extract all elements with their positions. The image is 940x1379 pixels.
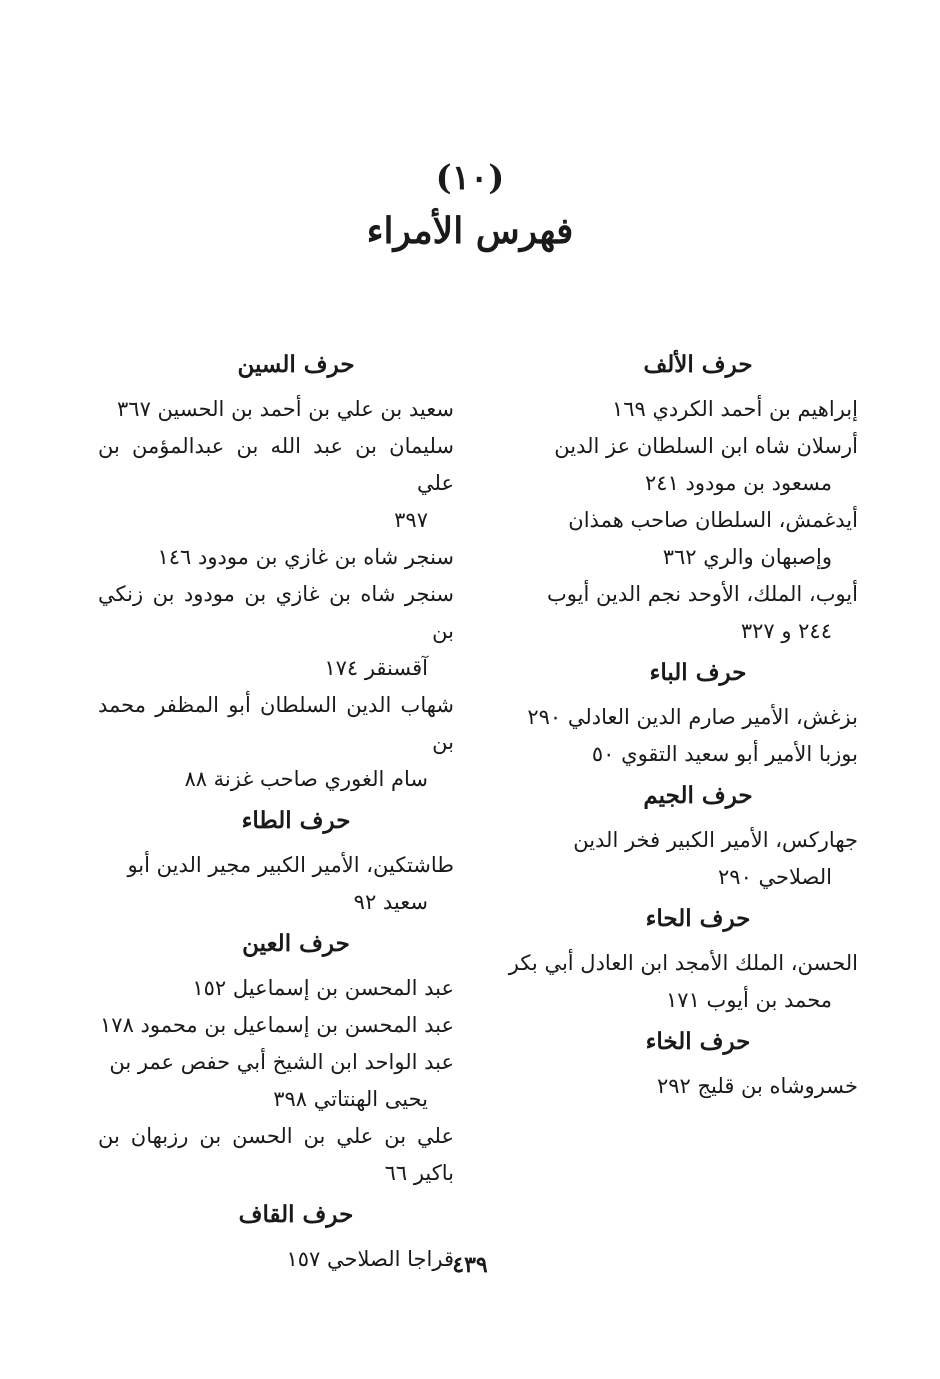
- index-entry: قراجا الصلاحي ١٥٧: [286, 1247, 454, 1271]
- index-entry: الحسن، الملك الأمجد ابن العادل أبي بكر: [508, 951, 858, 975]
- index-entry: جهاركس، الأمير الكبير فخر الدين: [573, 828, 858, 852]
- index-entry-continuation: مسعود بن مودود ٢٤١: [645, 471, 832, 495]
- index-entry-continuation: سعيد ٩٢: [353, 890, 428, 914]
- index-entry: أيوب، الملك، الأوحد نجم الدين أيوب: [547, 582, 858, 606]
- index-entry: بوزبا الأمير أبو سعيد التقوي ٥٠: [591, 742, 858, 766]
- index-entry: شهاب الدين السلطان أبو المظفر محمد بن: [98, 693, 454, 754]
- index-entry: عبد المحسن بن إسماعيل بن محمود ١٧٨: [100, 1013, 454, 1037]
- index-entry-continuation: يحيى الهنتاتي ٣٩٨: [273, 1087, 428, 1111]
- letter-heading: حرف الحاء: [645, 905, 751, 932]
- index-entry-continuation: محمد بن أيوب ١٧١: [666, 988, 832, 1012]
- index-entry: سليمان بن عبد الله بن عبدالمؤمن بن علي: [98, 434, 454, 495]
- index-entry: أيدغمش، السلطان صاحب همذان: [568, 508, 858, 532]
- index-entry: إبراهيم بن أحمد الكردي ١٦٩: [611, 397, 858, 421]
- index-entry: طاشتكين، الأمير الكبير مجير الدين أبو: [127, 853, 454, 877]
- letter-heading: حرف الخاء: [645, 1028, 751, 1055]
- index-entry: عبد المحسن بن إسماعيل ١٥٢: [192, 976, 454, 1000]
- index-entry: أرسلان شاه ابن السلطان عز الدين: [554, 434, 858, 458]
- section-number: (١٠): [435, 158, 505, 198]
- index-entry-continuation: ٣٩٧: [394, 508, 428, 532]
- index-entry: بزغش، الأمير صارم الدين العادلي ٢٩٠: [527, 705, 858, 729]
- letter-heading: حرف القاف: [238, 1201, 354, 1228]
- index-entry-continuation: ٢٤٤ و ٣٢٧: [740, 619, 832, 643]
- index-entry: سنجر شاه بن غازي بن مودود بن زنكي بن: [98, 582, 454, 643]
- letter-heading: حرف العين: [242, 930, 350, 957]
- page-title: فهرس الأمراء: [366, 210, 574, 252]
- index-column-right: [498, 342, 858, 1105]
- letter-heading: حرف السين: [237, 351, 355, 378]
- letter-heading: حرف الطاء: [241, 807, 351, 834]
- index-entry-continuation: الصلاحي ٢٩٠: [718, 865, 832, 889]
- letter-heading: حرف الألف: [643, 351, 753, 378]
- index-entry-continuation: سام الغوري صاحب غزنة ٨٨: [184, 767, 428, 791]
- index-entry: علي بن علي بن الحسن بن رزبهان بن باكير ٦٦: [98, 1124, 454, 1185]
- index-entry: عبد الواحد ابن الشيخ أبي حفص عمر بن: [109, 1050, 454, 1074]
- letter-heading: حرف الجيم: [643, 782, 753, 809]
- index-entry: سعيد بن علي بن أحمد بن الحسين ٣٦٧: [117, 397, 454, 421]
- index-entry: سنجر شاه بن غازي بن مودود ١٤٦: [157, 545, 454, 569]
- index-entry-continuation: آقسنقر ١٧٤: [324, 656, 428, 680]
- letter-heading: حرف الباء: [649, 659, 747, 686]
- index-column-left: [98, 342, 454, 1278]
- index-entry: خسروشاه بن قليج ٢٩٢: [656, 1074, 858, 1098]
- index-entry-continuation: وإصبهان والري ٣٦٢: [662, 545, 832, 569]
- page-number: ٤٣٩: [452, 1252, 488, 1278]
